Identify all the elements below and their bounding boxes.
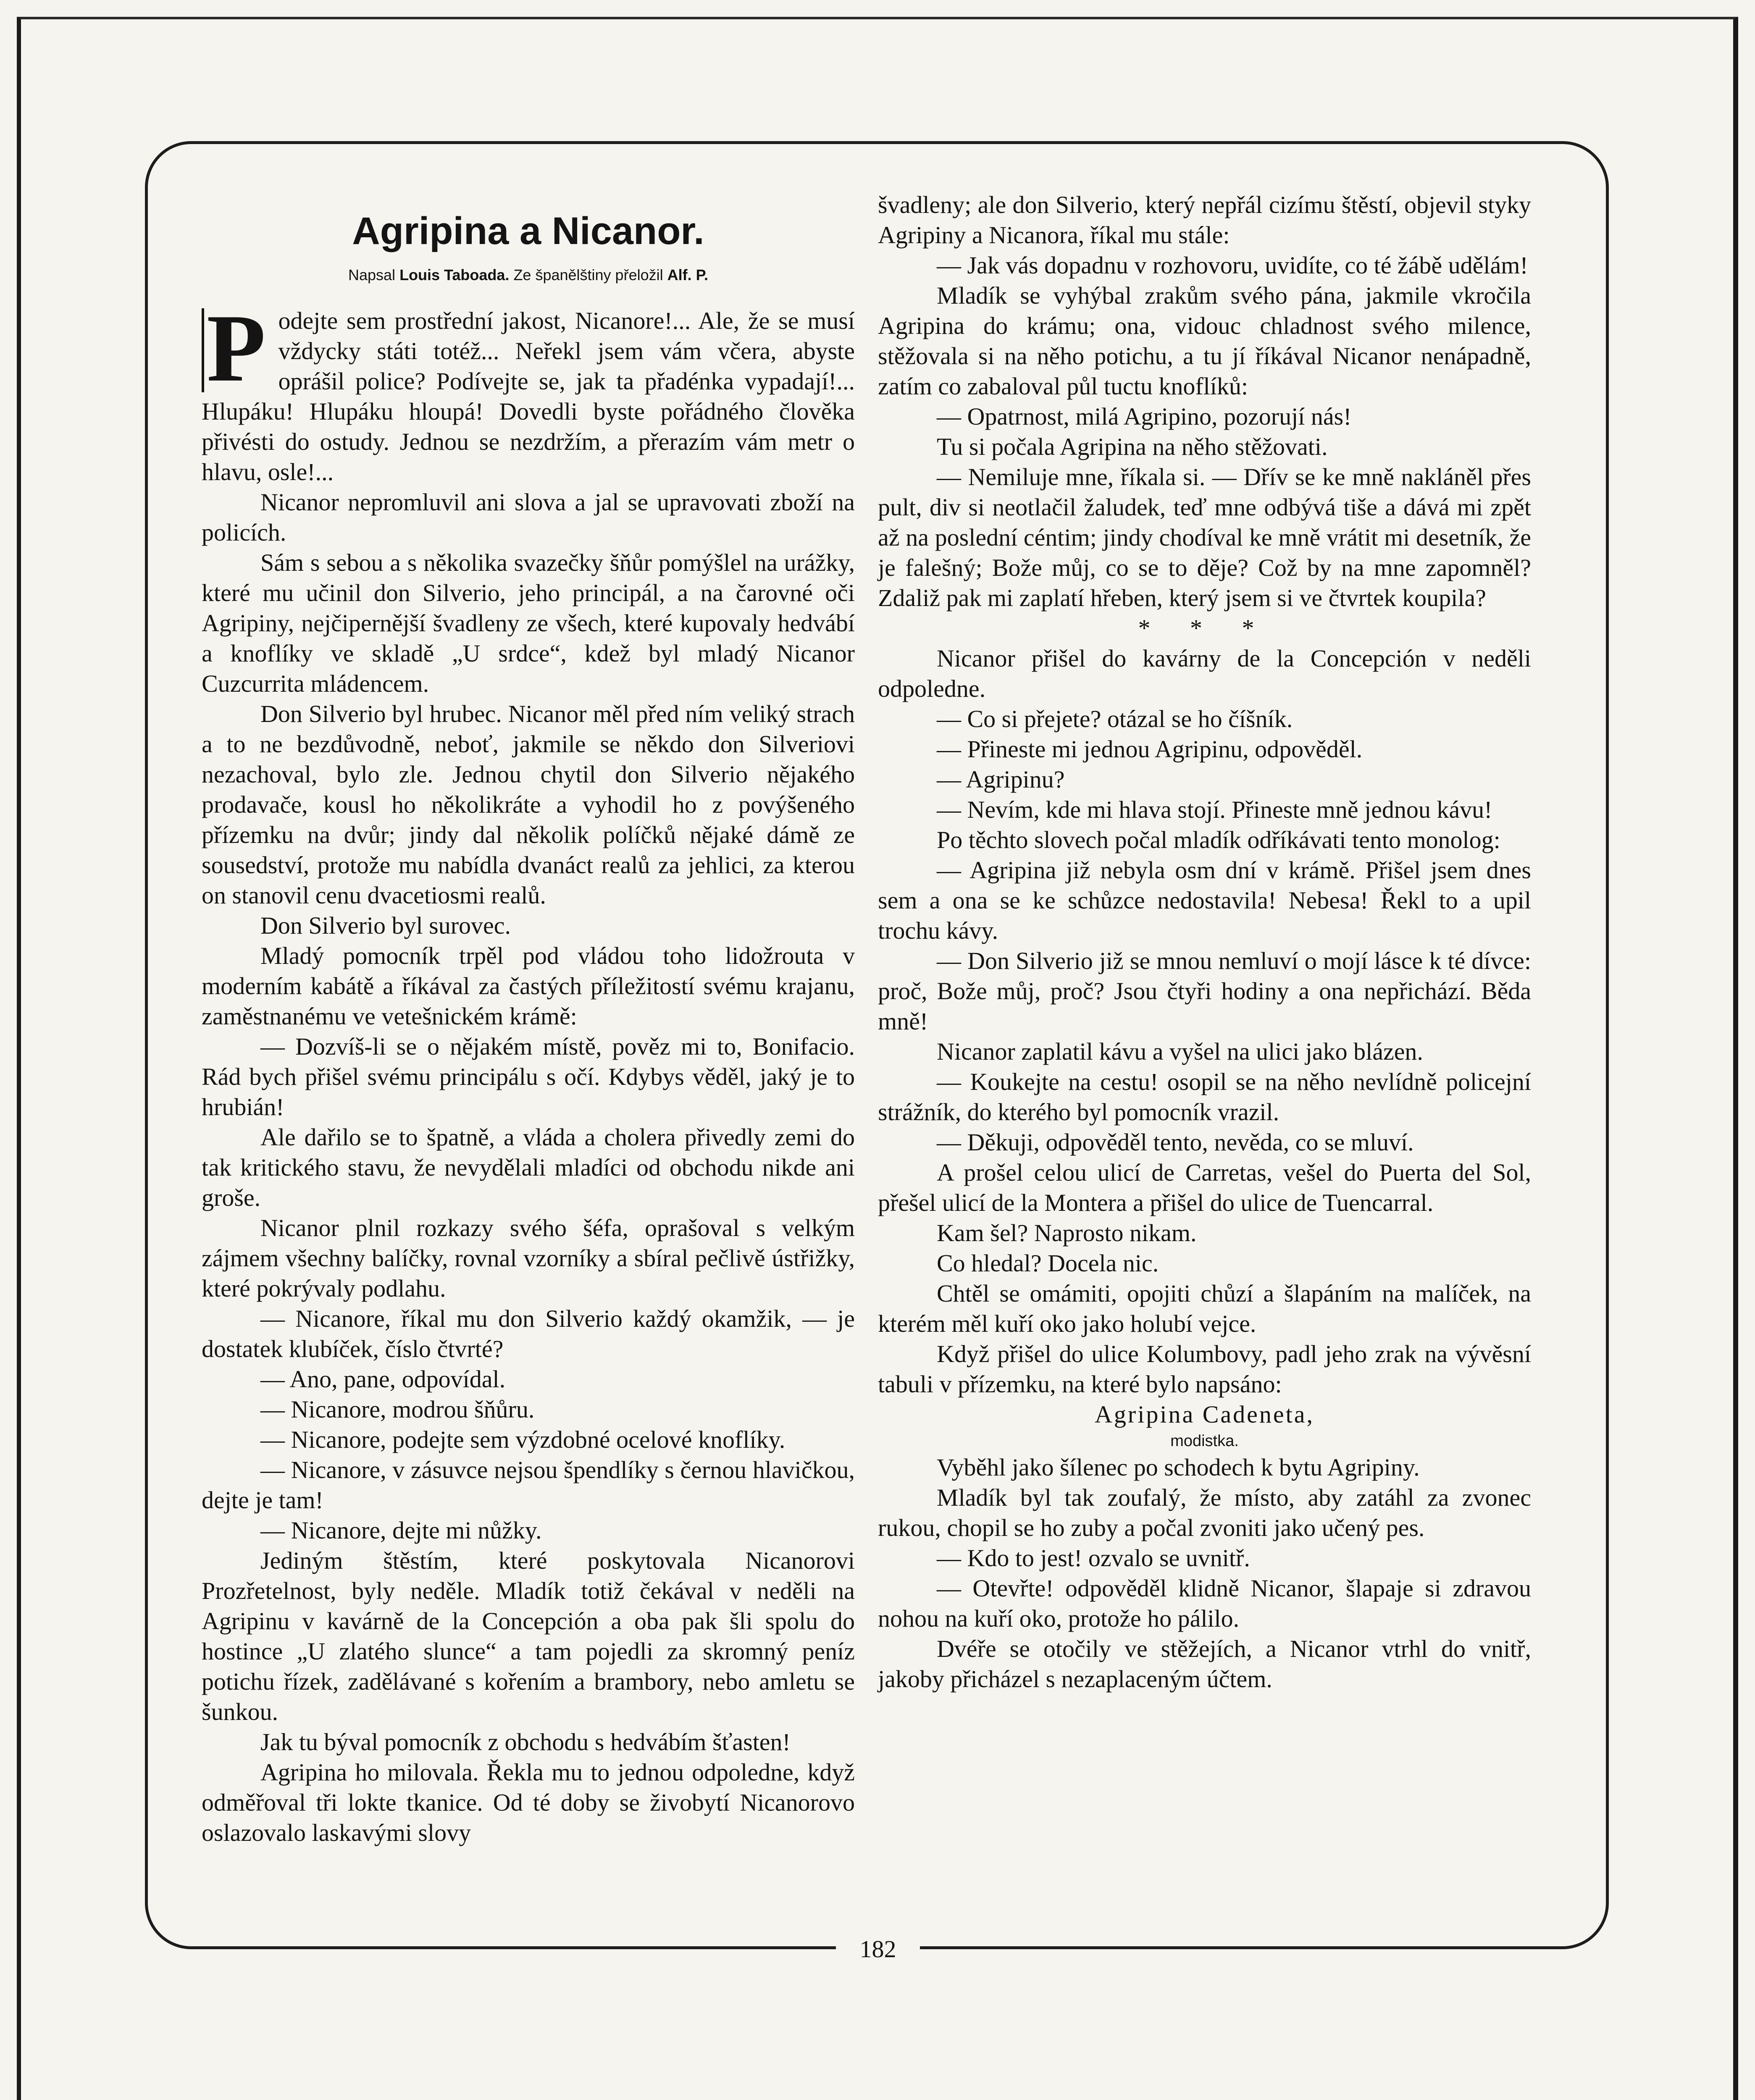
byline-author: Louis Taboada. bbox=[399, 266, 510, 284]
byline-middle: Ze španělštiny přeložil bbox=[513, 266, 663, 284]
section-divider: * * * bbox=[1138, 614, 1271, 642]
left-column bbox=[202, 185, 855, 1848]
shop-sign-subtitle: modistka. bbox=[1170, 1432, 1239, 1450]
first-paragraph bbox=[202, 294, 855, 487]
shop-sign-name: Agripina Cadeneta, bbox=[1095, 1401, 1314, 1428]
byline-prefix: Napsal bbox=[348, 266, 396, 284]
paragraph: Vyběhl jako šílenec po schodech k bytu Agripiny. bbox=[937, 1454, 1420, 1481]
paragraph: — Otevřte! odpověděl klidně Nicanor, šlapaje si zdravou nohou na kuří oko, protože ho pálilo. bbox=[878, 1575, 1531, 1632]
paragraph: — Přineste mi jednou Agripinu, odpověděl. bbox=[937, 735, 1363, 763]
paragraph: Jak tu býval pomocník z obchodu s hedvábím šťasten! bbox=[260, 1728, 791, 1756]
paragraph: — Agripinu? bbox=[937, 766, 1065, 793]
paragraph: Když přišel do ulice Kolumbovy, padl jeho zrak na vývěsní tabuli v přízemku, na které bylo napsáno: bbox=[878, 1340, 1531, 1398]
paragraph: Nicanor zaplatil kávu a vyšel na ulici jako blázen. bbox=[937, 1038, 1423, 1065]
paragraph: — Děkuji, odpověděl tento, nevěda, co se mluví. bbox=[937, 1129, 1414, 1156]
paragraph: Don Silverio byl surovec. bbox=[260, 912, 511, 939]
paragraph: — Ano, pane, odpovídal. bbox=[260, 1365, 506, 1393]
paragraph: — Nicanore, modrou šňůru. bbox=[260, 1396, 535, 1423]
paragraph: Ale dařilo se to špatně, a vláda a cholera přivedly zemi do tak kritického stavu, že nevydělali mladíci od obchodu nikde ani groše. bbox=[202, 1124, 855, 1211]
paragraph: Dvéře se otočily ve stěžejích, a Nicanor vtrhl do vnitř, jakoby přicházel s nezaplaceným účtem. bbox=[878, 1635, 1531, 1693]
paragraph: — Jak vás dopadnu v rozhovoru, uvidíte, co té žábě udělám! bbox=[937, 252, 1528, 279]
paragraph: Mladík se vyhýbal zrakům svého pána, jakmile vkročila Agripina do krámu; ona, vidouc chladnost svého milence, stěžovala si na něho potichu, a tu jí říkával Nicanor nenápadně, zatím co zabaloval půl tuctu knoflíků: bbox=[878, 282, 1531, 400]
article-title: Agripina a Nicanor. bbox=[352, 210, 704, 252]
paragraph: Nicanor nepromluvil ani slova a jal se upravovati zboží na policích. bbox=[202, 488, 855, 546]
paragraph: Tu si počala Agripina na něho stěžovati. bbox=[937, 433, 1328, 460]
paragraph: Chtěl se omámiti, opojiti chůzí a šlapáním na malíček, na kterém měl kuří oko jako holubí vejce. bbox=[878, 1280, 1531, 1337]
byline-translator: Alf. P. bbox=[667, 266, 708, 284]
page-number: 182 bbox=[836, 1934, 920, 1964]
paragraph: Don Silverio byl hrubec. Nicanor měl před ním veliký strach a to ne bezdůvodně, neboť, jakmile se někdo don Silveriovi nezachoval, bylo zle. Jednou chytil don Silverio nějakého prodavače, kousl ho několikráte a vyhodil ho z povýšeného přízemku na dvůr; jindy dal několik políčků nějaké dámě ze sousedství, protože mu nabídla dvanáct realů za jehlici, za kterou on stanovil cenu dvacetiosmi realů. bbox=[202, 700, 855, 909]
paragraph: — Koukejte na cestu! osopil se na něho nevlídně policejní strážník, do kterého byl pomocník vrazil. bbox=[878, 1068, 1531, 1126]
paragraph: Mladík byl tak zoufalý, že místo, aby zatáhl za zvonec rukou, chopil se ho zuby a počal zvoniti jako učený pes. bbox=[878, 1484, 1531, 1541]
paragraph: — Dozvíš-li se o nějakém místě, pověz mi to, Bonifacio. Rád bych přišel svému principálu s očí. Kdybys věděl, jaký je to hrubián! bbox=[202, 1033, 855, 1121]
paragraph: — Co si přejete? otázal se ho číšník. bbox=[937, 705, 1293, 732]
paragraph: — Kdo to jest! ozvalo se uvnitř. bbox=[937, 1544, 1250, 1572]
paragraph: — Opatrnost, milá Agripino, pozorují nás! bbox=[937, 403, 1352, 430]
paragraph: Nicanor plnil rozkazy svého šéfa, oprašoval s velkým zájmem všechny balíčky, rovnal vzorníky a sbíral pečlivě ústřižky, které pokrývaly podlahu. bbox=[202, 1214, 855, 1302]
paragraph: Co hledal? Docela nic. bbox=[937, 1250, 1159, 1277]
dropcap: P bbox=[202, 308, 268, 392]
first-paragraph-text: odejte sem prostřední jakost, Nicanore!... Ale, že se musí vždycky státi totéž... Neřekl jsem vám včera, abyste oprášil police? Podívejte se, jak ta přadénka vypadají!... Hlupáku! Hlupáku hloupá! Dovedli byste pořádného člověka přivésti do ostudy. Jednou se nezdržím, a přerazím vám metr o hlavu, osle!... bbox=[202, 307, 855, 486]
paragraph: Agripina ho milovala. Řekla mu to jednou odpoledne, když odměřoval tři lokte tkanice. Od té doby se živobytí Nicanorovo oslazovalo laskavými slovy bbox=[202, 1759, 855, 1846]
paragraph: — Nicanore, v zásuvce nejsou špendlíky s černou hlavičkou, dejte je tam! bbox=[202, 1456, 855, 1514]
article-byline bbox=[202, 265, 855, 286]
paragraph: — Nemiluje mne, říkala si. — Dřív se ke mně nakláněl přes pult, div si neotlačil žaludek, teď mne odbývá tiše a dává mi zpět až na poslední céntim; jindy chodíval ke mně vrátit mi desetník, že je falešný; Bože můj, co se to děje? Což by na mne zapomněl? Zdaliž pak mi zaplatí hřeben, který jsem si ve čtvrtek koupila? bbox=[878, 463, 1531, 612]
paragraph: — Don Silverio již se mnou nemluví o mojí lásce k té dívce: proč, Bože můj, proč? Jsou čtyři hodiny a ona nepřichází. Běda mně! bbox=[878, 947, 1531, 1035]
paragraph: švadleny; ale don Silverio, který nepřál cizímu štěstí, objevil styky Agripiny a Nicanora, říkal mu stále: bbox=[878, 191, 1531, 249]
paragraph: Sám s sebou a s několika svazečky šňůr pomýšlel na urážky, které mu učinil don Silverio, jeho principál, a na čarovné oči Agripiny, nejčipernější švadleny ze všech, které kupovaly hedvábí a knoflíky ve skladě „U srdce“, kdež byl mladý Nicanor Cuzcurrita mládencem. bbox=[202, 549, 855, 697]
paragraph: Mladý pomocník trpěl pod vládou toho lidožrouta v moderním kabátě a říkával za častých příležitostí svému krajanu, zaměstnanému ve vetešnickém krámě: bbox=[202, 942, 855, 1030]
paragraph: Kam šel? Naprosto nikam. bbox=[937, 1219, 1197, 1247]
paragraph: — Agripina již nebyla osm dní v krámě. Přišel jsem dnes sem a ona se ke schůzce nedostavila! Nebesa! Řekl to a upil trochu kávy. bbox=[878, 856, 1531, 944]
paragraph: — Nicanore, říkal mu don Silverio každý okamžik, — je dostatek klubíček, číslo čtvrté? bbox=[202, 1305, 855, 1362]
right-column bbox=[878, 190, 1531, 1694]
paragraph: — Nevím, kde mi hlava stojí. Přineste mně jednou kávu! bbox=[937, 796, 1492, 823]
paragraph: A prošel celou ulicí de Carretas, vešel do Puerta del Sol, přešel ulicí de la Montera a přišel do ulice de Tuencarral. bbox=[878, 1159, 1531, 1216]
paragraph: Jediným štěstím, které poskytovala Nicanorovi Prozřetelnost, byly neděle. Mladík totiž čekával v neděli na Agripinu v kavárně de la Concepción a oba pak šli spolu do hostince „U zlatého slunce“ a tam pojedli za skromný peníz potichu řízek, zadělávané s kořením a brambory, nebo amletu se šunkou. bbox=[202, 1547, 855, 1725]
paragraph: Po těchto slovech počal mladík odříkávati tento monolog: bbox=[937, 826, 1500, 853]
paragraph: — Nicanore, podejte sem výzdobné ocelové knoflíky. bbox=[260, 1426, 786, 1453]
paragraph: — Nicanore, dejte mi nůžky. bbox=[260, 1517, 542, 1544]
paragraph: Nicanor přišel do kavárny de la Concepción v neděli odpoledne. bbox=[878, 645, 1531, 702]
